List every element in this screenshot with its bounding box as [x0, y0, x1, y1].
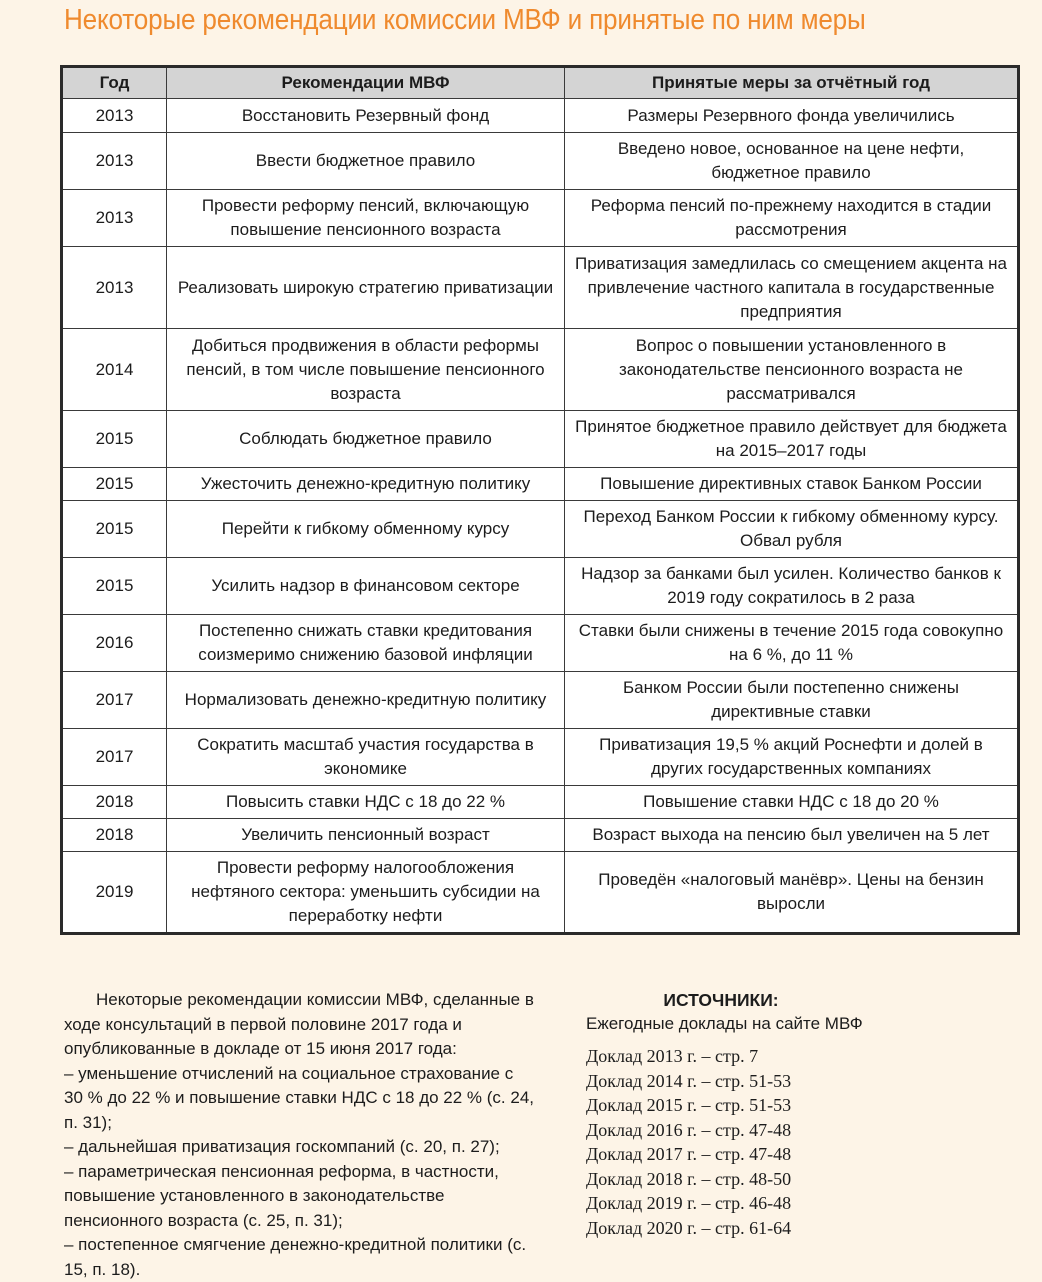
cell-year: 2014	[62, 329, 167, 411]
cell-measure: Повышение директивных ставок Банком России	[565, 468, 1019, 501]
table-row	[62, 468, 1019, 501]
cell-recommendation: Ввести бюджетное правило	[167, 133, 565, 190]
cell-recommendation: Провести реформу налогообложения нефтяного сектора: уменьшить субсидии на переработку нефти	[167, 852, 565, 934]
table-row	[62, 558, 1019, 615]
table-row	[62, 615, 1019, 672]
table-row	[62, 501, 1019, 558]
cell-measure: Реформа пенсий по-прежнему находится в стадии рассмотрения	[565, 190, 1019, 247]
cell-measure: Приватизация 19,5 % акций Роснефти и долей в других государственных компаниях	[565, 729, 1019, 786]
table-row	[62, 786, 1019, 819]
cell-year: 2017	[62, 729, 167, 786]
cell-recommendation: Реализовать широкую стратегию приватизации	[167, 247, 565, 329]
source-report: Доклад 2015 г. – стр. 51-53	[586, 1095, 792, 1115]
cell-measure: Вопрос о повышении установленного в законодательстве пенсионного возраста не рассматривался	[565, 329, 1019, 411]
cell-recommendation: Увеличить пенсионный возраст	[167, 819, 565, 852]
cell-year: 2015	[62, 468, 167, 501]
cell-recommendation: Постепенно снижать ставки кредитования соизмеримо снижению базовой инфляции	[167, 615, 565, 672]
cell-measure: Возраст выхода на пенсию был увеличен на 5 лет	[565, 819, 1019, 852]
sources-heading: ИСТОЧНИКИ:	[663, 990, 779, 1010]
source-report: Доклад 2017 г. – стр. 47-48	[586, 1144, 792, 1164]
table-row	[62, 411, 1019, 468]
notes-item: – дальнейшая приватизация госкомпаний (с. 20, п. 27);	[64, 1137, 500, 1156]
sources-subtitle: Ежегодные доклады на сайте МВФ	[586, 1014, 863, 1033]
cell-measure: Ставки были снижены в течение 2015 года совокупно на 6 %, до 11 %	[565, 615, 1019, 672]
table-row	[62, 852, 1019, 934]
cell-recommendation: Повысить ставки НДС с 18 до 22 %	[167, 786, 565, 819]
cell-year: 2017	[62, 672, 167, 729]
table-row	[62, 819, 1019, 852]
recommendations-table	[60, 65, 1020, 935]
table-row	[62, 729, 1019, 786]
cell-year: 2018	[62, 786, 167, 819]
notes-item: – уменьшение отчислений на социальное страхование с 30 % до 22 % и повышение ставки НДС с 18 до 22 % (с. 24, п. 31);	[64, 1063, 535, 1132]
source-report: Доклад 2019 г. – стр. 46-48	[586, 1193, 792, 1213]
table-body	[62, 99, 1019, 934]
cell-measure: Надзор за банками был усилен. Количество банков к 2019 году сократилось в 2 раза	[565, 558, 1019, 615]
cell-measure: Банком России были постепенно снижены директивные ставки	[565, 672, 1019, 729]
cell-measure: Принятое бюджетное правило действует для бюджета на 2015–2017 годы	[565, 411, 1019, 468]
notes-item: – параметрическая пенсионная реформа, в частности, повышение установленного в законодательстве пенсионного возраста (с. 25, п. 31);	[64, 1161, 499, 1230]
cell-year: 2013	[62, 190, 167, 247]
source-report: Доклад 2018 г. – стр. 48-50	[586, 1168, 792, 1189]
cell-recommendation: Нормализовать денежно-кредитную политику	[167, 672, 565, 729]
cell-measure: Размеры Резервного фонда увеличились	[565, 99, 1019, 133]
source-report: Доклад 2016 г. – стр. 47-48	[586, 1119, 792, 1140]
cell-measure: Проведён «налоговый манёвр». Цены на бензин выросли	[565, 852, 1019, 934]
cell-recommendation: Добиться продвижения в области реформы пенсий, в том числе повышение пенсионного возраста	[167, 329, 565, 411]
cell-recommendation: Перейти к гибкому обменному курсу	[167, 501, 565, 558]
table-row	[62, 672, 1019, 729]
header-measures: Принятые меры за отчётный год	[565, 67, 1019, 99]
header-year: Год	[62, 67, 167, 99]
sources-block	[586, 988, 1006, 1240]
cell-recommendation: Ужесточить денежно-кредитную политику	[167, 468, 565, 501]
cell-year: 2015	[62, 501, 167, 558]
cell-measure: Введено новое, основанное на цене нефти, бюджетное правило	[565, 133, 1019, 190]
source-report: Доклад 2014 г. – стр. 51-53	[586, 1070, 792, 1091]
cell-year: 2013	[62, 99, 167, 133]
cell-year: 2019	[62, 852, 167, 934]
cell-year: 2015	[62, 411, 167, 468]
notes-item: – постепенное смягчение денежно-кредитной политики (с. 15, п. 18).	[64, 1235, 527, 1279]
table-row	[62, 99, 1019, 133]
table-row	[62, 190, 1019, 247]
cell-recommendation: Сократить масштаб участия государства в экономике	[167, 729, 565, 786]
table-row	[62, 247, 1019, 329]
cell-recommendation: Провести реформу пенсий, включающую повышение пенсионного возраста	[167, 190, 565, 247]
header-recommendations: Рекомендации МВФ	[167, 67, 565, 99]
table-row	[62, 133, 1019, 190]
imf-notes	[64, 988, 534, 1282]
cell-measure: Переход Банком России к гибкому обменному курсу. Обвал рубля	[565, 501, 1019, 558]
cell-recommendation: Восстановить Резервный фонд	[167, 99, 565, 133]
table-header-row	[62, 67, 1019, 99]
cell-year: 2013	[62, 247, 167, 329]
cell-year: 2018	[62, 819, 167, 852]
cell-recommendation: Соблюдать бюджетное правило	[167, 411, 565, 468]
table-row	[62, 329, 1019, 411]
source-report: Доклад 2013 г. – стр. 7	[586, 1046, 759, 1066]
cell-measure: Приватизация замедлилась со смещением акцента на привлечение частного капитала в государственные предприятия	[565, 247, 1019, 329]
source-report: Доклад 2020 г. – стр. 61-64	[586, 1217, 792, 1238]
notes-intro: Некоторые рекомендации комиссии МВФ, сделанные в ходе консультаций в первой половине 2017 года и опубликованные в докладе от 15 июня 2017 года:	[64, 990, 534, 1058]
cell-year: 2016	[62, 615, 167, 672]
cell-year: 2015	[62, 558, 167, 615]
cell-recommendation: Усилить надзор в финансовом секторе	[167, 558, 565, 615]
cell-year: 2013	[62, 133, 167, 190]
cell-measure: Повышение ставки НДС с 18 до 20 %	[565, 786, 1019, 819]
page-title: Некоторые рекомендации комиссии МВФ и принятые по ним меры	[64, 4, 866, 36]
